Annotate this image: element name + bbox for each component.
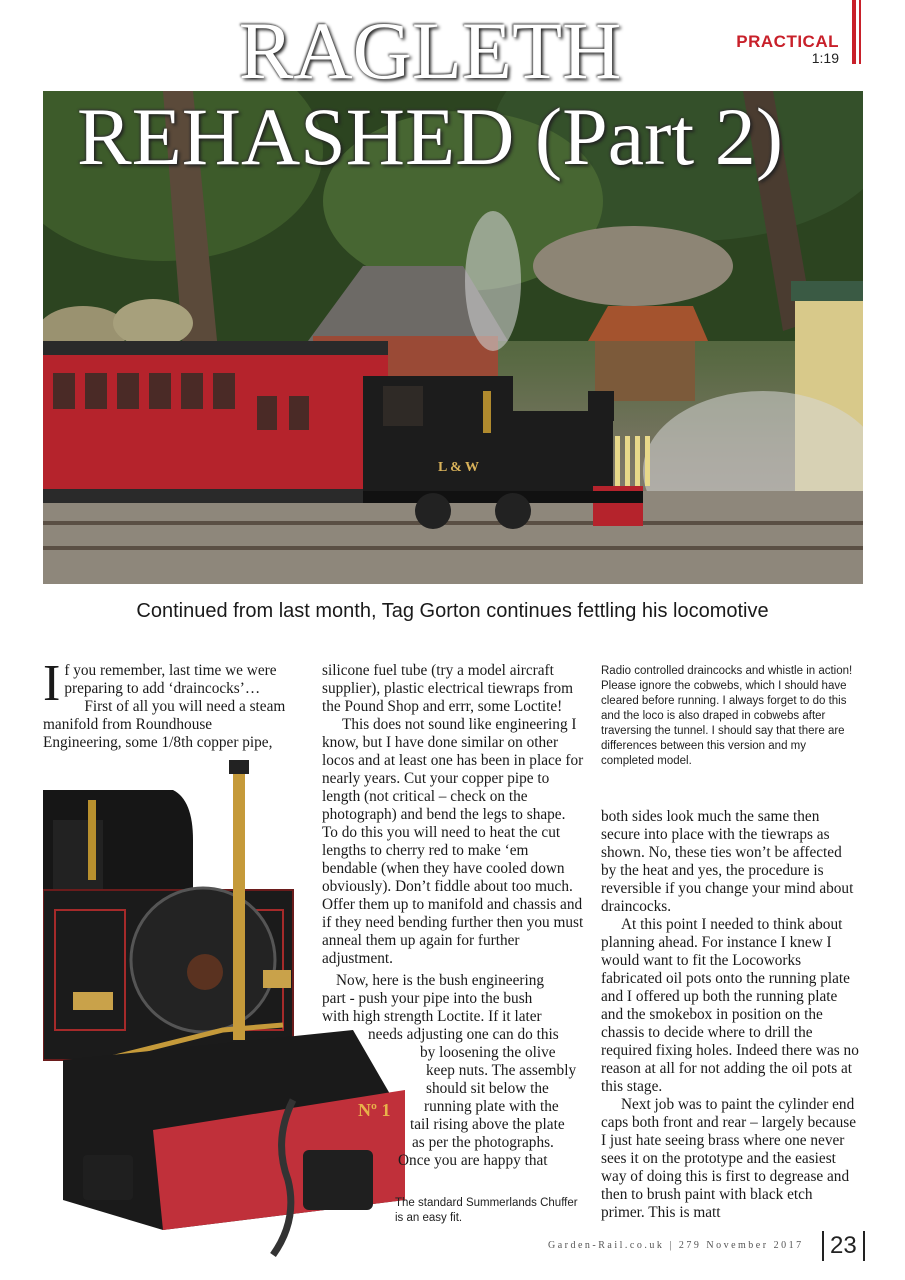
- wrap-line: by loosening the olive: [420, 1044, 556, 1061]
- buffer-lettering: Nº 1: [358, 1100, 391, 1120]
- wrap-line: Once you are happy that: [398, 1152, 548, 1169]
- column3-paragraph-3: Next job was to paint the cylinder end caps both front and rear – largely because I just hate seeing brass where one never sees it on the prototype and the easiest way of doing this is first to degrease and then to brush paint with black etch primer. This is matt: [601, 1096, 856, 1221]
- column-1: [43, 655, 291, 752]
- loco-lettering: L & W: [438, 460, 479, 475]
- headline: [0, 5, 860, 182]
- headline-line1: RAGLETH: [238, 5, 622, 96]
- column3-paragraph-1: both sides look much the same then secure into place with the tiewraps as shown. No, these ties won’t be affected by the heat and yes, the procedure is reversible if you change your mind about draincocks.: [601, 808, 854, 915]
- drop-cap: I: [43, 655, 61, 712]
- column-2: [322, 662, 584, 968]
- wrap-line: running plate with the: [424, 1098, 559, 1115]
- footer-credit: Garden-Rail.co.uk | 279 November 2017: [548, 1240, 804, 1251]
- page-number: 23: [822, 1231, 865, 1261]
- section-kind: PRACTICAL: [736, 32, 839, 51]
- headline-line2: REHASHED (Part 2): [76, 91, 784, 182]
- section-scale: 1:19: [811, 50, 839, 66]
- wrap-line: Now, here is the bush engineering: [336, 972, 545, 989]
- wrap-line: keep nuts. The assembly: [426, 1062, 577, 1079]
- column2-paragraph-2: This does not sound like engineering I know, but I have done similar on other locos and at least one has been in place for nearly years. Cut your copper pipe to length (not critical – check on the photograph) and bend the legs to shape. To do this you will need to heat the cut lengths to cherry red to make ‘em bendable (when they have cooled down obviously). Don’t fiddle about too much. Offer them up to manifold and chassis and if they need bending further then you must anneal them up again for further adjustment.: [322, 716, 584, 967]
- wrap-line: should sit below the: [426, 1080, 549, 1097]
- wrap-line: tail rising above the plate: [410, 1116, 565, 1133]
- wrap-line: needs adjusting one can do this: [368, 1026, 559, 1043]
- standfirst: Continued from last month, Tag Gorton continues fettling his locomotive: [136, 600, 769, 622]
- wrap-line: as per the photographs.: [412, 1134, 554, 1151]
- column1-paragraph-1: [43, 655, 291, 712]
- wrap-line: part - push your pipe into the bush: [322, 990, 533, 1007]
- wrap-line: with high strength Loctite. If it later: [322, 1008, 542, 1025]
- column1-paragraph-2: First of all you will need a steam manifold from Roundhouse Engineering, some 1/8th copper pipe,: [43, 698, 286, 751]
- action-photo-caption: Radio controlled draincocks and whistle in action! Please ignore the cobwebs, which I should have cleared before running. I always forget to do this and the loco is also draped in cobwebs after traversing the tunnel. I should say that there are differences between this version and my completed model.: [601, 665, 853, 767]
- column1-p1-text: f you remember, last time we were preparing to add ‘draincocks’…: [64, 662, 277, 697]
- loco-photo-caption: The standard Summerlands Chuffer is an easy fit.: [395, 1197, 578, 1224]
- column2-paragraph-1: silicone fuel tube (try a model aircraft supplier), plastic electrical tiewraps from the Pound Shop and errr, some Loctite!: [322, 662, 574, 715]
- column2-wraparound: [322, 972, 584, 1170]
- column-3: [601, 808, 859, 1222]
- column3-paragraph-2: At this point I needed to think about planning ahead. For instance I knew I would want to fit the Locoworks fabricated oil pots onto the running plate and I offered up both the running plate and the smokebox in position on the chassis to decide where to drill the required fixing holes. Indeed there was no reason at all for not adding the oil pots at this stage.: [601, 916, 859, 1095]
